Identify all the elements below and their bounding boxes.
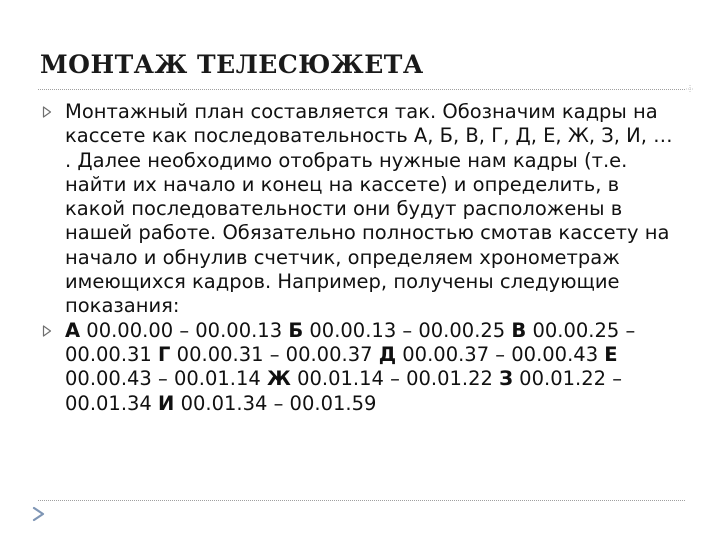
title-divider — [38, 89, 685, 90]
timecode-range-a: 00.00.00 – 00.00.13 — [80, 318, 289, 342]
timecode-letter-e: Е — [604, 342, 618, 366]
bullet-list — [42, 100, 682, 416]
timecode-letter-g: Г — [158, 342, 171, 366]
bullet-item-plan — [42, 100, 682, 319]
timecode-range-d: 00.00.37 – 00.00.43 — [396, 342, 605, 366]
timecode-letter-i: И — [158, 391, 175, 415]
bullet-text-plan: Монтажный план составляется так. Обозначим кадры на кассете как последовательность А, Б, В, Г, Д, Е, Ж, З, И, … . Далее необходимо отобрать нужные нам кадры (т.е. найти их начало и конец на кассете) и определить, в какой последовательности они будут расположены в нашей работе. Обязательно полностью смотав кассету на начало и обнулив счетчик, определяем хронометраж имеющихся кадров. Например, получены следующие показания: — [65, 100, 673, 318]
timecode-letter-zh: Ж — [267, 367, 291, 391]
footer-divider — [38, 500, 685, 501]
nav-arrow-icon[interactable] — [30, 505, 48, 523]
timecode-range-zh: 00.01.14 – 00.01.22 — [290, 367, 500, 391]
timecode-range-z: 00.01.22 – 00.01.34 — [65, 367, 622, 415]
timecode-range-g: 00.00.31 – 00.00.37 — [170, 342, 379, 366]
divider-end-icon — [685, 84, 695, 94]
timecode-letter-b: Б — [288, 318, 304, 342]
timecode-range-v: 00.00.25 – 00.00.31 — [65, 318, 636, 366]
timecode-letter-d: Д — [378, 342, 397, 366]
timecode-range-e: 00.00.43 – 00.01.14 — [65, 367, 268, 391]
bullet-item-timecodes — [42, 319, 682, 416]
timecode-range-i: 00.01.34 – 00.01.59 — [174, 391, 377, 415]
slide-title: МОНТАЖ ТЕЛЕСЮЖЕТА — [40, 50, 424, 79]
timecode-letter-a: А — [65, 318, 81, 342]
triangle-right-icon — [42, 325, 52, 337]
timecode-letter-v: В — [511, 318, 527, 342]
triangle-right-icon — [42, 106, 52, 118]
timecode-range-b: 00.00.13 – 00.00.25 — [303, 318, 512, 342]
timecode-letter-z: З — [499, 367, 513, 391]
